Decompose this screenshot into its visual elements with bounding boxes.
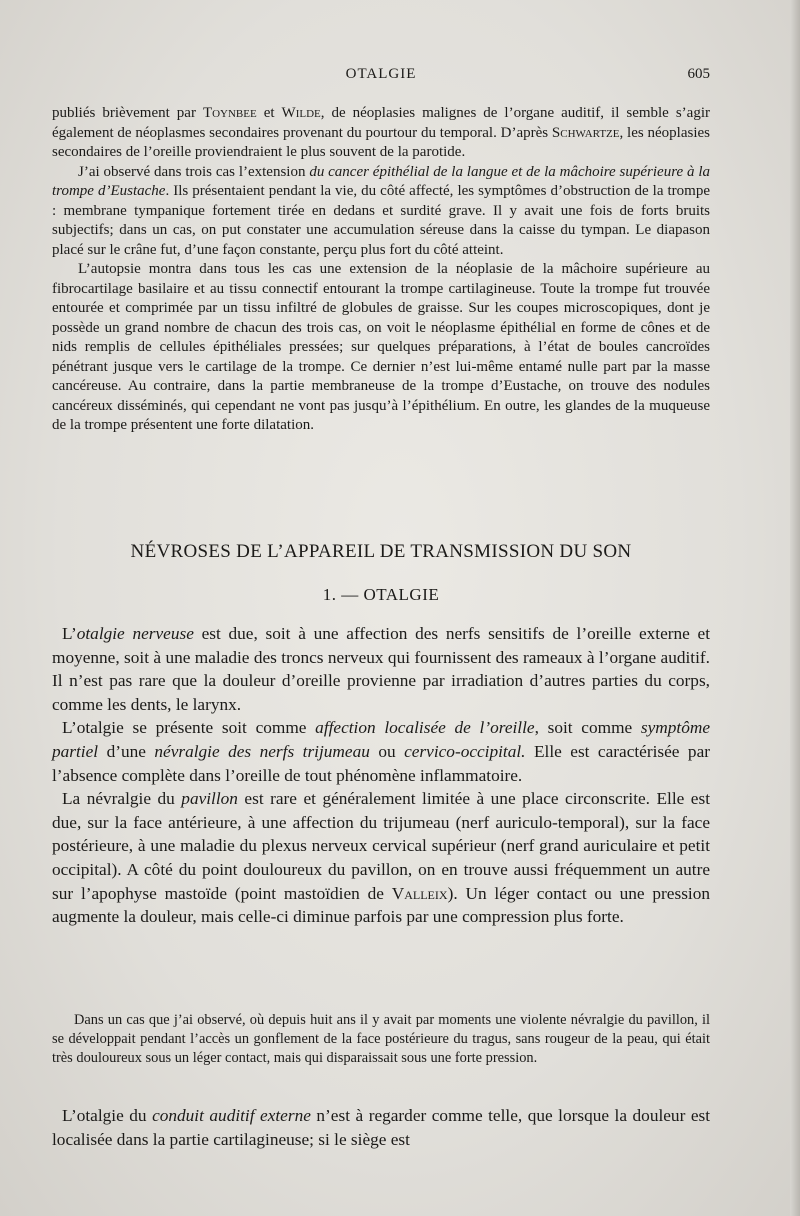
- body-text-main: [52, 622, 710, 929]
- page-edge-shadow: [790, 0, 800, 1216]
- italic-emphasis: pavillon: [181, 789, 238, 809]
- chapter-subheading: 1. — OTALGIE: [322, 585, 440, 604]
- italic-emphasis: du cancer épithélial de la langue et de la mâchoire supérieure à la trompe d’Eustache: [52, 163, 710, 199]
- paragraph-otalgia-forms: L’otalgie se présente soit comme affection localisée de l’oreille, soit comme symptôme partiel d’une névralgie des nerfs trijumeau ou cervico-occipital. Elle est caractérisée par l’absence complète dans l’oreille de tout phénomène inflammatoire.: [52, 718, 711, 785]
- paragraph-ear-canal: L’otalgie du conduit auditif externe n’est à regarder comme telle, que lorsque la douleur est localisée dans la partie cartilagineuse; si le siège est: [52, 1106, 711, 1149]
- italic-emphasis: cervico-occipital.: [404, 741, 526, 761]
- paragraph-observation: J’ai observé dans trois cas l’extension du cancer épithélial de la langue et de la mâchoire supérieure à la trompe d’Eustache. Ils présentaient pendant la vie, du côté affecté, les symptômes d’obstruction de la trompe : membrane tympanique fortement tirée en dedans et surdité grave. Il y avait une fois de forts bruits subjectifs; dans un cas, on put constater une accumulation séreuse dans la caisse du tympan. Le diapason placé sur le crâne fut, d’une façon constante, perçu plus fort du côté atteint.: [52, 163, 710, 258]
- italic-emphasis: névralgie des nerfs trijumeau: [154, 741, 370, 761]
- body-text-bottom: [52, 1104, 710, 1151]
- italic-emphasis: conduit auditif externe: [152, 1106, 311, 1125]
- body-text-top: [52, 104, 710, 436]
- running-title: OTALGIE: [345, 66, 417, 82]
- author-name: Valleix: [391, 883, 448, 903]
- page-header: [52, 66, 710, 88]
- page-number: 605: [687, 66, 710, 82]
- paragraph-pavillon-neuralgia: La névralgie du pavillon est rare et généralement limitée à une place circonscrite. Elle est due, sur la face antérieure, à une affection du trijumeau (nerf auriculo-temporal), sur la face postérieure, à une maladie du plexus nerveux cervical supérieur (nerf grand auriculaire et petit occipital). A côté du point douloureux du pavillon, on en trouve aussi fréquemment un autre sur l’apophyse mastoïde (point mastoïdien de Valleix). Un léger contact ou une pression augmente la douleur, mais celle-ci diminue parfois par une compression plus forte.: [52, 789, 710, 927]
- section-heading: NÉVROSES DE L’APPAREIL DE TRANSMISSION DU SON: [130, 541, 632, 562]
- author-name: Toynbee: [202, 105, 257, 121]
- paragraph-neoplasms-sources: publiés brièvement par Toynbee et Wilde, de néoplasies malignes de l’organe auditif, il semble s’agir également de néoplasmes secondaires provenant du pourtour du temporal. D’après Schwartze, les néoplasies secondaires de l’oreille proviendraient le plus souvent de la parotide.: [52, 105, 710, 160]
- italic-emphasis: otalgie nerveuse: [76, 624, 194, 643]
- paragraph-case-observation: Dans un cas que j’ai observé, où depuis huit ans il y avait par moments une violente névralgie du pavillon, il se développait pendant l’accès un gonflement de la face postérieure du tragus, sans rougeur de la peau, qui était très douloureux sous un léger contact, mais qui disparaissait sous une forte pression.: [52, 1012, 710, 1066]
- author-name: Wilde: [281, 105, 321, 121]
- italic-emphasis: affection localisée de l’oreille: [315, 718, 535, 738]
- paragraph-otalgia-definition: L’otalgie nerveuse est due, soit à une affection des nerfs sensitifs de l’oreille externe et moyenne, soit à une maladie des troncs nerveux qui fournissent des rameaux à l’organe auditif. Il n’est pas rare que la douleur d’oreille provienne par irradiation d’autres parties du corps, comme les dents, le larynx.: [52, 624, 710, 714]
- case-note: [52, 1011, 710, 1067]
- paragraph-autopsy: L’autopsie montra dans tous les cas une extension de la néoplasie de la mâchoire supérieure au fibrocartilage basilaire et au tissu connectif entourant la trompe cartilagineuse. Toute la trompe fut trouvée entourée et comprimée par un tissu infiltré de globules de graisse. Sur les coupes microscopiques, dont je possède un grand nombre de chacun des trois cas, on voit le néoplasme épithélial en forme de cônes et de nids remplis de cellules épithéliales pressées; sur quelques préparations, à l’état de boules cancroïdes pénétrant jusque vers le cartilage de la trompe. Ce dernier n’est lui-même entamé nulle part par la masse cancéreuse. Au contraire, dans la partie membraneuse de la trompe d’Eustache, on trouve des nodules cancéreux disséminés, qui cependant ne vont pas jusqu’à l’épithélium. En outre, les glandes de la muqueuse de la trompe présentent une forte dilatation.: [52, 261, 710, 433]
- italic-emphasis: symptôme partiel: [52, 718, 711, 761]
- author-name: Schwartze: [551, 124, 620, 141]
